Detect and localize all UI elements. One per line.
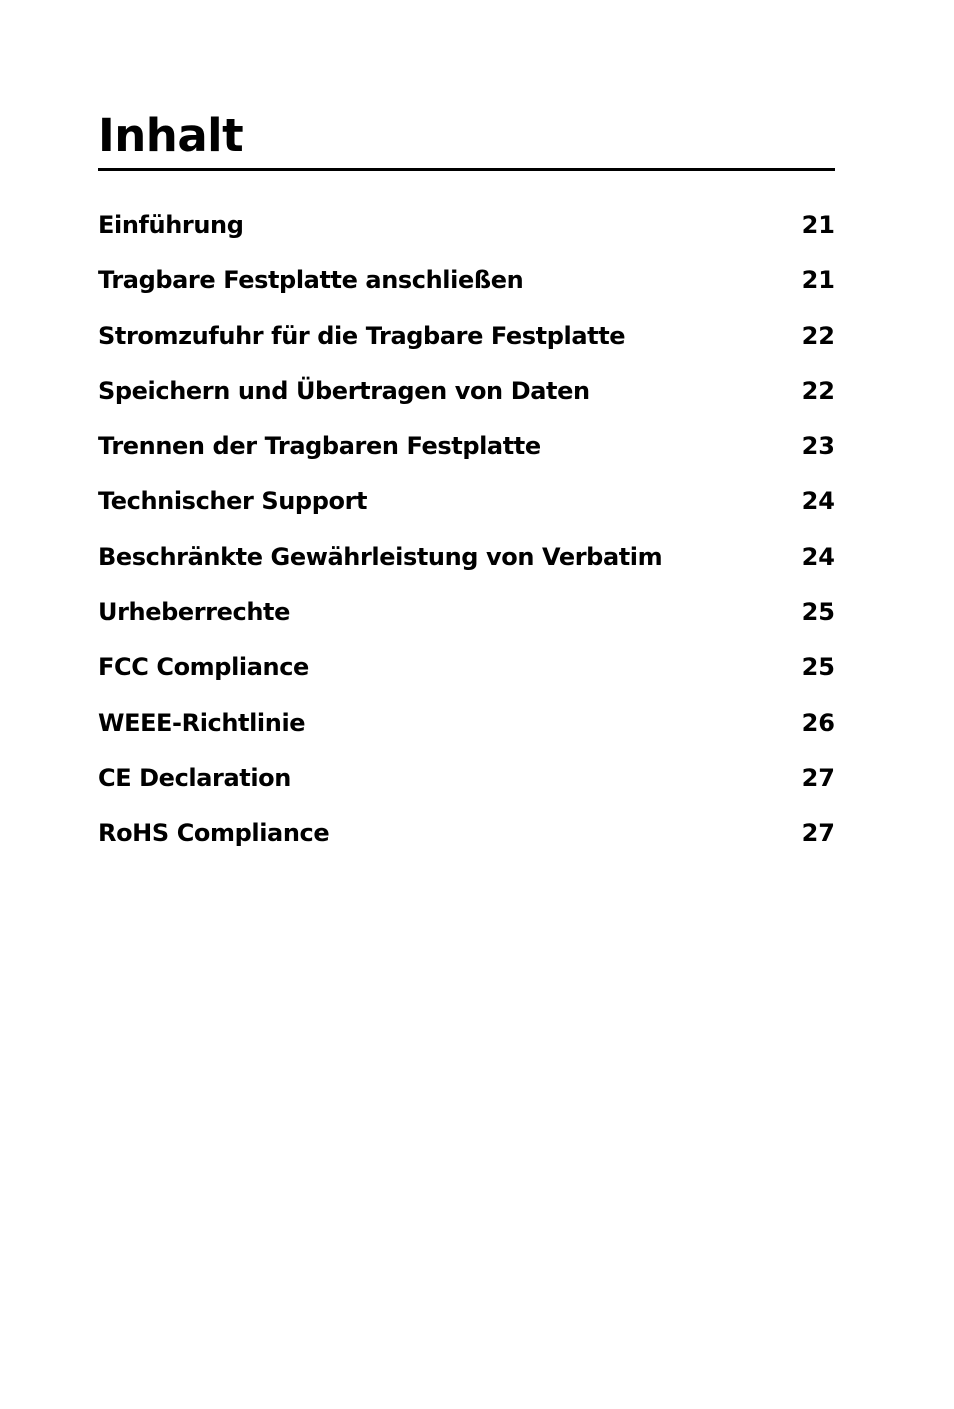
- heading-divider: [98, 168, 835, 171]
- toc-entry-page-number: 21: [801, 266, 835, 295]
- toc-entry[interactable]: [98, 425, 835, 480]
- toc-list: [98, 204, 835, 868]
- toc-entry-page-number: 22: [801, 321, 835, 350]
- toc-entry-page-number: 24: [801, 487, 835, 516]
- toc-entry-title: Urheberrechte: [98, 598, 290, 627]
- toc-entry[interactable]: [98, 370, 835, 425]
- toc-entry[interactable]: [98, 259, 835, 314]
- toc-entry-page-number: 27: [801, 819, 835, 848]
- toc-heading: Inhalt: [98, 109, 244, 162]
- toc-entry-page-number: 23: [801, 432, 835, 461]
- toc-entry[interactable]: [98, 536, 835, 591]
- toc-entry-title: WEEE-Richtlinie: [98, 708, 306, 737]
- toc-entry-title: Beschränkte Gewährleistung von Verbatim: [98, 542, 663, 571]
- toc-entry[interactable]: [98, 591, 835, 646]
- toc-entry-title: Stromzufuhr für die Tragbare Festplatte: [98, 321, 626, 350]
- toc-entry-page-number: 27: [801, 763, 835, 792]
- toc-entry-page-number: 25: [801, 598, 835, 627]
- toc-entry[interactable]: [98, 646, 835, 701]
- toc-entry-page-number: 21: [801, 211, 835, 239]
- toc-entry-page-number: 25: [801, 653, 835, 682]
- toc-entry[interactable]: [98, 702, 835, 757]
- toc-entry-title: CE Declaration: [98, 763, 291, 792]
- toc-entry[interactable]: [98, 812, 835, 867]
- toc-entry-title: Einführung: [98, 211, 244, 239]
- toc-entry[interactable]: [98, 480, 835, 535]
- toc-entry-title: Speichern und Übertragen von Daten: [98, 376, 590, 405]
- toc-entry[interactable]: [98, 757, 835, 812]
- toc-entry[interactable]: [98, 204, 835, 259]
- toc-entry-title: Technischer Support: [98, 487, 368, 516]
- toc-entry-title: RoHS Compliance: [98, 819, 330, 848]
- toc-entry-title: Tragbare Festplatte anschließen: [98, 266, 524, 295]
- toc-entry-page-number: 26: [801, 708, 835, 737]
- toc-entry-title: Trennen der Tragbaren Festplatte: [98, 432, 541, 461]
- toc-entry-page-number: 24: [801, 542, 835, 571]
- toc-entry[interactable]: [98, 315, 835, 370]
- toc-entry-title: FCC Compliance: [98, 653, 309, 682]
- toc-entry-page-number: 22: [801, 376, 835, 405]
